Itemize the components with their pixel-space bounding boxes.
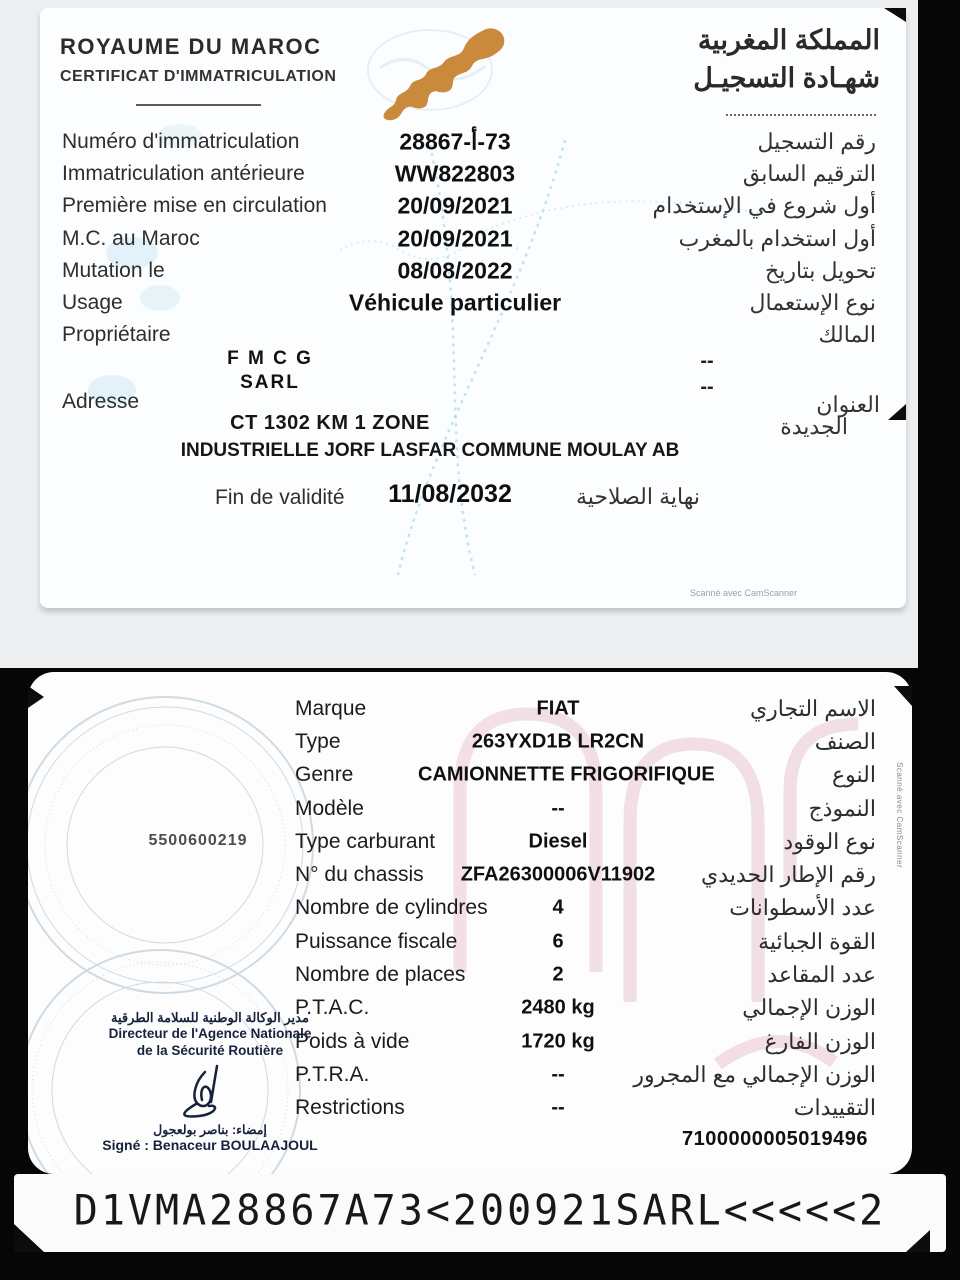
field-label-fr: P.T.R.A. (295, 1062, 370, 1086)
field-label-ar: نوع الإستعمال (749, 290, 876, 316)
field-label-fr: Nombre de cylindres (295, 896, 488, 920)
field-value: 2 (552, 963, 564, 986)
field-value: 28867-أ‎-73 (399, 128, 511, 155)
field-row (28, 692, 912, 725)
field-value: 2480 kg (521, 996, 595, 1019)
field-value: 20/09/2021 (397, 192, 513, 219)
field-label-fr: Première mise en circulation (62, 194, 327, 218)
field-label-fr: Type carburant (295, 829, 436, 853)
field-row (28, 759, 912, 792)
field-value: -- (551, 1063, 565, 1086)
owner-name-line2: SARL (240, 372, 300, 393)
document-title-ar: شهـادة التسجيـل (693, 62, 880, 93)
country-title-fr: ROYAUME DU MAROC (60, 34, 322, 59)
field-label-fr: M.C. au Maroc (62, 226, 200, 250)
field-label-ar: النموذج (808, 795, 876, 821)
title-underline (136, 104, 261, 106)
field-label-ar: أول شروع في الإستخدام (652, 193, 876, 219)
field-label-ar: الصنف (814, 728, 876, 754)
signature-icon (165, 1062, 255, 1120)
country-title-ar: المملكة المغربية (697, 25, 880, 55)
field-label-ar: الاسم التجاري (749, 695, 876, 721)
field-value: -- (551, 1096, 565, 1119)
field-row (40, 223, 906, 255)
field-value: 08/08/2022 (397, 257, 513, 284)
mrz-strip (14, 1174, 946, 1252)
field-label-fr: Immatriculation antérieure (62, 162, 305, 186)
field-label-fr: Marque (295, 696, 367, 720)
field-row (40, 190, 906, 222)
validity-label-fr: Fin de validité (215, 486, 345, 509)
field-label-ar: الوزن الإجمالي مع المجرور (633, 1061, 876, 1087)
field-label-fr: N° du chassis (295, 863, 424, 887)
field-label-fr: Nombre de places (295, 963, 466, 987)
field-value: -- (551, 797, 565, 820)
field-value: 263YXD1B LR2CN (471, 730, 645, 753)
field-label-ar: نوع الوقود (783, 828, 876, 854)
field-label-fr: Numéro d'immatriculation (62, 130, 300, 154)
address-city-ar: الجديدة (780, 414, 848, 439)
field-label-ar: عدد الأسطوانات (729, 895, 876, 921)
field-row (28, 892, 912, 925)
certificate-back-card (28, 672, 912, 1174)
field-row (28, 792, 912, 825)
field-label-ar: التقييدات (793, 1095, 876, 1121)
field-row (28, 958, 912, 991)
field-row (28, 858, 912, 891)
field-label-ar: تحويل بتاريخ (765, 257, 876, 283)
field-row (40, 126, 906, 158)
front-fields (40, 126, 906, 351)
field-value: 4 (552, 896, 564, 919)
address-label-ar: العنوان (816, 392, 880, 417)
document-number: 7100000005019496 (682, 1128, 868, 1150)
field-label-ar: الوزن الفارغ (764, 1028, 876, 1054)
camscanner-note-vertical: Scanné avec CamScanner (895, 762, 904, 869)
field-row (40, 319, 906, 351)
field-value: 6 (552, 930, 564, 953)
field-label-fr: Usage (62, 291, 123, 315)
field-value: 1720 kg (521, 1030, 595, 1053)
document-title-fr: CERTIFICAT D'IMMATRICULATION (60, 68, 337, 85)
field-label-fr: Puissance fiscale (295, 929, 458, 953)
field-label-fr: Modèle (295, 796, 364, 820)
field-label-fr: Restrictions (295, 1096, 405, 1120)
field-label-ar: المالك (818, 322, 876, 348)
field-label-fr: Mutation le (62, 258, 165, 282)
card-serial-number: 5500600219 (148, 832, 248, 849)
mrz-line: D1VMA28867A73<200921SARL<<<<<2 (73, 1187, 887, 1235)
morocco-map-icon (370, 22, 520, 122)
field-row (28, 925, 912, 958)
field-value: Véhicule particulier (348, 289, 562, 316)
field-label-fr: P.T.A.C. (295, 996, 370, 1020)
owner-name-line1: F M C G (227, 348, 313, 369)
validity-value: 11/08/2032 (388, 480, 512, 508)
stamp-title-fr-line1: Directeur de l'Agence Nationale (108, 1026, 312, 1041)
field-label-ar: أول استخدام بالمغرب (678, 225, 876, 251)
certificate-front-card (40, 8, 906, 608)
field-label-fr: Genre (295, 763, 354, 787)
field-value: 20/09/2021 (397, 225, 513, 252)
field-label-ar: رقم الإطار الحديدي (701, 862, 876, 888)
stamp-signed-ar: إمضاء: بناصر بولعجول (153, 1122, 267, 1137)
field-label-fr: Propriétaire (62, 323, 171, 347)
authority-stamp (90, 1010, 330, 1153)
field-row (40, 287, 906, 319)
validity-label-ar: نهاية الصلاحية (575, 484, 700, 509)
stamp-title-fr-line2: de la Sécurité Routière (136, 1042, 284, 1058)
owner-dash2: -- (700, 376, 714, 398)
stamp-title-ar: مدير الوكالة الوطنية للسلامة الطرقية (111, 1010, 309, 1025)
arabic-title-underline (726, 114, 876, 116)
field-value: ZFA26300006V11902 (460, 863, 656, 886)
field-value: WW822803 (394, 160, 516, 187)
field-label-ar: النوع (832, 762, 876, 788)
field-row (40, 158, 906, 190)
address-line1: CT 1302 KM 1 ZONE (230, 412, 430, 434)
field-label-ar: الترقيم السابق (742, 161, 876, 187)
field-label-ar: عدد المقاعد (767, 962, 876, 988)
field-label-fr: Poids à vide (295, 1029, 410, 1053)
field-label-ar: رقم التسجيل (757, 129, 876, 155)
field-value: CAMIONNETTE FRIGORIFIQUE (418, 763, 715, 786)
address-label-fr: Adresse (62, 390, 140, 413)
field-label-ar: القوة الجبائية (758, 928, 876, 954)
stamp-signed-fr: Signé : Benaceur BOULAAJOUL (102, 1136, 318, 1153)
scan-page-front (0, 0, 918, 668)
field-row (28, 725, 912, 758)
field-label-fr: Type (295, 729, 341, 753)
field-value: Diesel (528, 830, 588, 853)
field-row (40, 255, 906, 287)
field-label-ar: الوزن الإجمالي (742, 995, 876, 1021)
camscanner-note: Scanné avec CamScanner (690, 588, 798, 598)
field-value: FIAT (536, 697, 580, 720)
address-line2: INDUSTRIELLE JORF LASFAR COMMUNE MOULAY AB (180, 440, 680, 461)
header-arabic (693, 22, 880, 98)
owner-dash1: -- (700, 350, 714, 372)
